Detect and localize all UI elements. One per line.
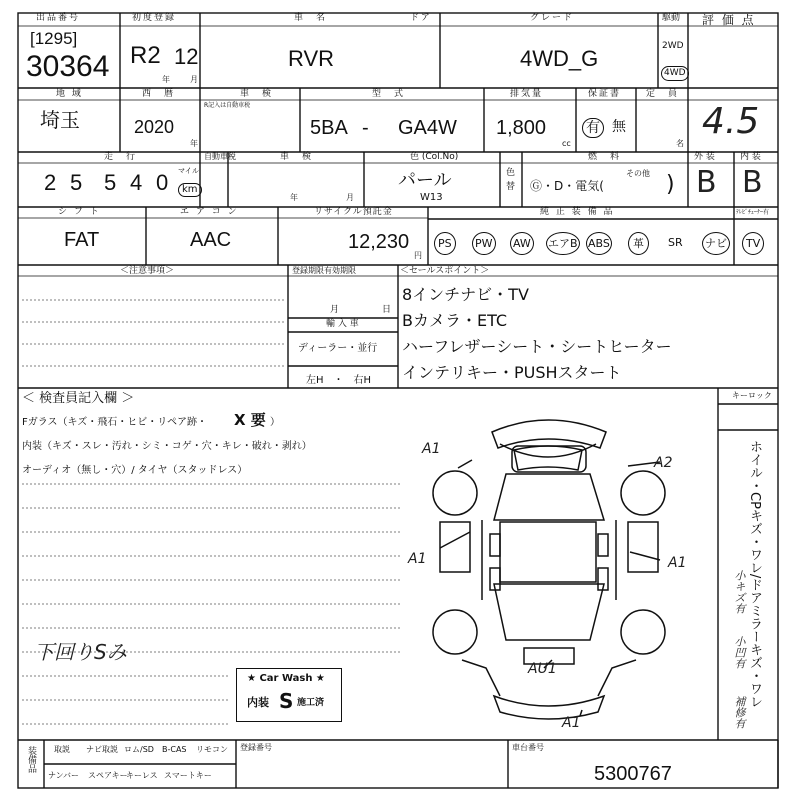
equip-leather: 革 (628, 232, 649, 255)
chassis-number: 5300767 (594, 763, 672, 785)
inspection-line-1-mark: X 要 (234, 411, 266, 429)
doc-manual: 取説 (54, 745, 70, 754)
doors-label: ドア (410, 13, 432, 23)
sales-point-1: 8インチナビ・TV (402, 285, 529, 304)
color-value: パール (398, 170, 452, 191)
car-wash-suffix: 施工済 (297, 698, 325, 708)
exterior-label: 外 装 (694, 152, 715, 162)
docs-label: 装備品 (26, 746, 36, 773)
equip-pw: PW (472, 232, 496, 255)
side-note-repair: 補修有 (733, 696, 746, 729)
mark-left-door: A1 (408, 551, 427, 567)
row3-inspection-label: 車 検 (280, 152, 314, 162)
area-value: 埼玉 (40, 108, 80, 132)
shift-label: シ フ ト (58, 207, 101, 217)
mileage-digit-3: 5 (104, 170, 117, 195)
drive-4wd-circled: 4WD (661, 66, 689, 81)
doc-smart-key: スマートキー (164, 771, 212, 780)
equip-tv: TV (742, 232, 764, 255)
inspection-title: ＜ 検査員記入欄 ＞ (22, 391, 135, 406)
inspection-label: 車 検 (240, 89, 274, 99)
reg-number-label: 登録番号 (240, 743, 272, 752)
reg-month-label: 月 (330, 305, 340, 315)
mileage-digit-2: 5 (70, 170, 83, 195)
doc-remote: リモコン (196, 745, 228, 754)
color-label: 色 (Col.No) (410, 152, 459, 162)
recycle-label: リサイクル預託金 (314, 207, 393, 217)
doc-bcas: B-CAS (162, 745, 187, 754)
warranty-yes-circled: 有 (582, 118, 604, 138)
car-wash-grade: S (279, 689, 294, 713)
score-label: 評 価 点 (702, 13, 756, 27)
exterior-grade: B (696, 165, 717, 200)
ac-label: エ ア コ ン (180, 207, 239, 217)
warranty-label: 保証書 (588, 89, 622, 99)
year-value-suffix: 年 (190, 139, 198, 148)
drive-label: 駆動 (662, 13, 681, 23)
year-value: 2020 (134, 117, 175, 137)
interior-label: 内 装 (740, 152, 761, 162)
month-suffix: 月 (190, 75, 198, 84)
mileage-digit-4: 4 (130, 170, 143, 195)
doc-rom-sd: ロム/SD (124, 745, 154, 754)
area-label: 地 域 (56, 89, 83, 99)
mileage-digit-1: 2 (44, 170, 57, 195)
mark-front-right: A2 (654, 455, 673, 471)
equip-ps: PS (434, 232, 456, 255)
sales-point-4: インテリキー・PUSHスタート (402, 363, 622, 382)
fuel-other: その他 (626, 169, 650, 178)
chassis-label: 車台番号 (512, 743, 544, 752)
model-code: GA4W (398, 117, 457, 139)
first-reg-era: R2 (130, 42, 161, 69)
doc-navi-manual: ナビ取説 (86, 745, 118, 754)
handle-label: 左H ・ 右H (306, 375, 372, 386)
side-note-small-dent: 小凹有 (733, 636, 746, 669)
model-dash: - (362, 117, 369, 139)
inspection-line-1: Fガラス（キズ・飛石・ヒビ・リペア跡・ (22, 417, 208, 428)
score-value: 4.5 (702, 101, 760, 142)
tax-label: 自動車税 (204, 152, 236, 161)
lot-number: 30364 (26, 50, 110, 83)
tuner-label: ﾃﾚﾋﾞﾁｭｰﾅｰ有 (736, 209, 770, 216)
km-circled: km (178, 183, 202, 197)
car-wash-prefix: 内装 (247, 696, 269, 709)
sales-point-3: ハーフレザーシート・シートヒーター (402, 337, 672, 356)
year-label: 西 暦 (142, 89, 176, 99)
fuel-close-paren: ) (666, 172, 675, 197)
side-note-small-scratch: 小キズ有 (733, 570, 746, 614)
color-code: W13 (420, 192, 443, 203)
color-change-label: 色替 (506, 168, 516, 192)
equip-airbag: エアB (546, 232, 580, 255)
inspection-line-2: 内装（キズ・スレ・汚れ・シミ・コゲ・穴・キレ・破れ・剥れ） (22, 441, 312, 452)
displacement-unit: cc (562, 139, 571, 148)
year-suffix: 年 (162, 75, 170, 84)
sales-points-label: ＜セールスポイント＞ (400, 266, 490, 276)
mileage-label: 走 行 (104, 152, 138, 162)
inspection-line-1-close: ） (270, 417, 280, 428)
row3-year-suffix: 年 (290, 193, 298, 202)
mark-rear-bumper: A1 (562, 715, 581, 731)
dealer-label: ディーラー・並行 (298, 343, 378, 354)
first-reg-label: 初度登録 (132, 13, 177, 23)
mark-front-left: A1 (422, 441, 441, 457)
model-label: 型 式 (372, 89, 406, 99)
equip-aw: AW (510, 232, 534, 255)
handwritten-note: 下回りSみ (34, 640, 127, 664)
mark-right-door: A1 (668, 555, 687, 571)
side-note-vertical: ホイル・CPキズ・ワレ/ドアミラーキズ・ワレ (747, 440, 762, 709)
row3-month-suffix: 月 (346, 193, 354, 202)
first-reg-month: 12 (174, 44, 199, 69)
displacement-label: 排気量 (510, 89, 544, 99)
mile-label: マイル (178, 167, 199, 175)
recycle-amount: 12,230 (348, 231, 410, 253)
caution-label: ＜注意事項＞ (120, 266, 175, 276)
doc-plate: ナンバー (48, 771, 80, 780)
lot-code: [1295] (30, 29, 78, 48)
doc-spare-key: スペアキー (88, 771, 128, 780)
displacement-value: 1,800 (496, 117, 547, 139)
interior-grade: B (742, 165, 763, 200)
mileage-digit-5: 0 (156, 170, 169, 195)
grade-value: 4WD_G (520, 46, 599, 71)
model-prefix: 5BA (310, 117, 348, 139)
lot-label: 出品番号 (36, 13, 81, 23)
equip-abs: ABS (586, 232, 612, 255)
car-name-label: 車 名 (294, 13, 328, 23)
equipment-label: 純 正 装 備 品 (540, 207, 615, 217)
sales-point-2: Bカメラ・ETC (402, 311, 508, 330)
car-wash-title: ★ Car Wash ★ (247, 673, 325, 684)
doc-keyless: キーレス (126, 771, 158, 780)
car-wash-stamp (236, 668, 342, 722)
mark-rear-panel: AU1 (528, 661, 557, 677)
reg-day-label: 日 (382, 305, 392, 315)
inspection-line-3: オーディオ（無し・穴）/ タイヤ（スタッドレス） (22, 465, 248, 476)
warranty-no: 無 (612, 119, 626, 135)
keylock-label: キーロック (732, 391, 772, 400)
grade-label: グレード (530, 13, 575, 23)
import-label: 輸 入 車 (326, 319, 359, 329)
drive-2wd: 2WD (662, 41, 684, 51)
fuel-options: Ⓖ・D・電気( (530, 179, 604, 193)
car-name: RVR (288, 46, 335, 71)
shift-value: FAT (64, 229, 100, 251)
inspection-note: R記入は自動車税 (204, 102, 251, 109)
reg-deadline-label: 登録期限有効期限 (292, 266, 356, 275)
equip-sunroof: SR (668, 236, 683, 249)
capacity-unit: 名 (676, 139, 684, 148)
ac-value: AAC (190, 229, 232, 251)
equip-navi: ナビ (702, 232, 730, 255)
fuel-label: 燃 料 (588, 152, 622, 162)
capacity-label: 定 員 (646, 89, 680, 99)
recycle-unit: 円 (414, 251, 422, 260)
